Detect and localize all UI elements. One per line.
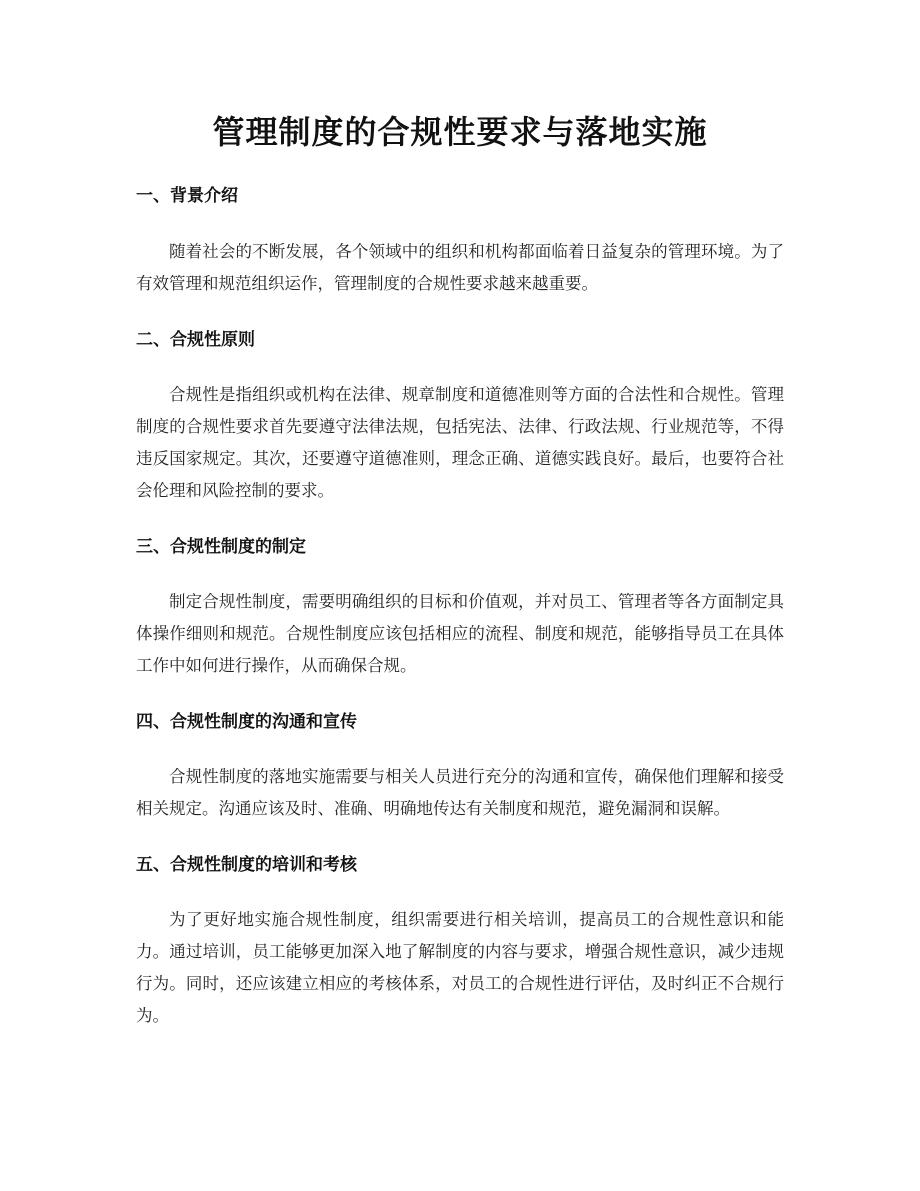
- document-title: 管理制度的合规性要求与落地实施: [212, 113, 708, 151]
- section-paragraph-system-formulation: 制定合规性制度，需要明确组织的目标和价值观，并对员工、管理者等各方面制定具体操作细则和规范。合规性制度应该包括相应的流程、制度和规范，能够指导员工在具体工作中如何进行操作，从而确保合规。: [136, 592, 784, 675]
- section-heading-compliance-principles: 二、合规性原则: [136, 330, 255, 350]
- section-heading-system-formulation: 三、合规性制度的制定: [136, 537, 306, 557]
- section-heading-communication: 四、合规性制度的沟通和宣传: [136, 712, 357, 732]
- section-paragraph-training: 为了更好地实施合规性制度，组织需要进行相关培训，提高员工的合规性意识和能力。通过培训，员工能够更加深入地了解制度的内容与要求，增强合规性意识，减少违规行为。同时，还应该建立相应的考核体系，对员工的合规性进行评估，及时纠正不合规行为。: [136, 910, 784, 1025]
- section-paragraph-background: 随着社会的不断发展，各个领域中的组织和机构都面临着日益复杂的管理环境。为了有效管理和规范组织运作，管理制度的合规性要求越来越重要。: [136, 242, 784, 293]
- section-heading-training: 五、合规性制度的培训和考核: [136, 855, 357, 875]
- section-paragraph-communication: 合规性制度的落地实施需要与相关人员进行充分的沟通和宣传，确保他们理解和接受相关规定。沟通应该及时、准确、明确地传达有关制度和规范，避免漏洞和误解。: [136, 767, 784, 818]
- section-paragraph-compliance-principles: 合规性是指组织或机构在法律、规章制度和道德准则等方面的合法性和合规性。管理制度的合规性要求首先要遵守法律法规，包括宪法、法律、行政法规、行业规范等，不得违反国家规定。其次，还要遵守道德准则，理念正确、道德实践良好。最后，也要符合社会伦理和风险控制的要求。: [136, 385, 784, 500]
- section-heading-background: 一、背景介绍: [136, 186, 238, 206]
